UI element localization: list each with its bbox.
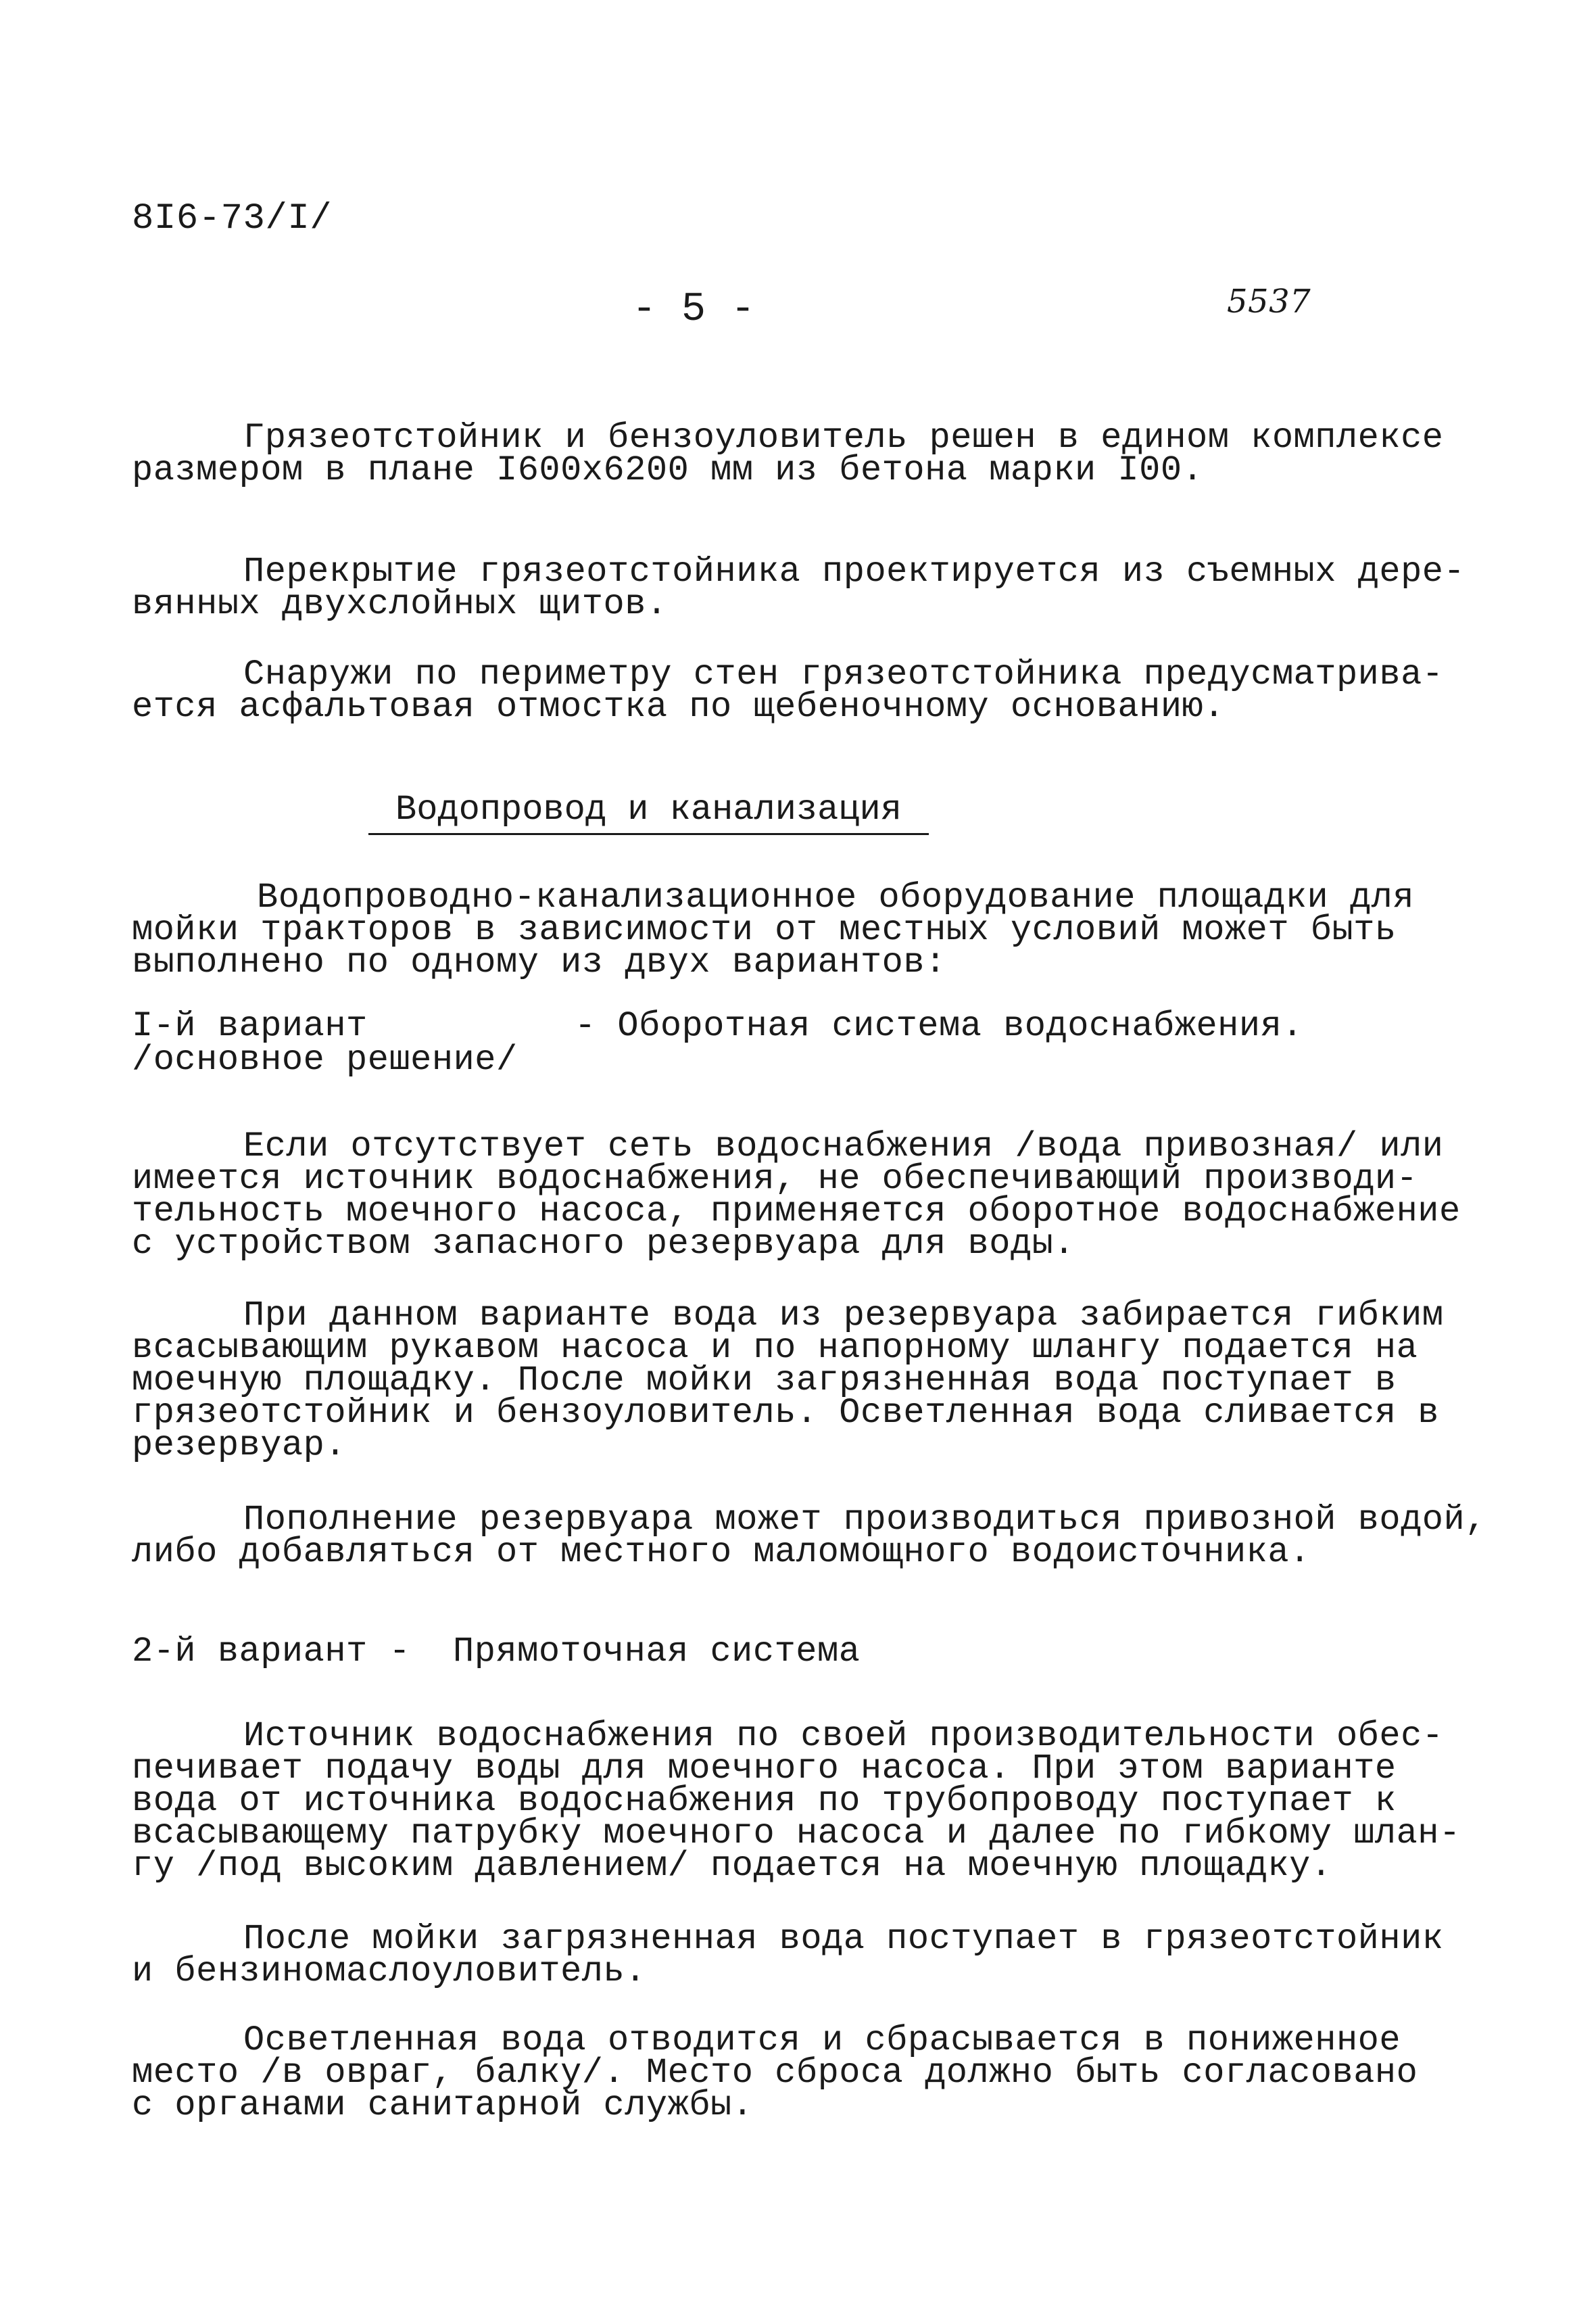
- paragraph-line: имеется источник водоснабжения, не обеспечивающий производи-: [132, 1159, 1418, 1199]
- paragraph-line: После мойки загрязненная вода поступает в грязеотстойник: [243, 1919, 1444, 1959]
- paragraph-line: с органами санитарной службы.: [132, 2085, 754, 2125]
- paragraph-line: резервуар.: [132, 1425, 347, 1465]
- paragraph-line: Грязеотстойник и бензоуловитель решен в едином комплексе: [243, 418, 1444, 458]
- paragraph-line: Если отсутствует сеть водоснабжения /вода привозная/ или: [243, 1127, 1444, 1166]
- sheet-number: 5537: [1227, 283, 1311, 321]
- paragraph-line: всасывающему патрубку моечного насоса и далее по гибкому шлан-: [132, 1813, 1461, 1853]
- paragraph-line: место /в овраг, балку/. Место сброса должно быть согласовано: [132, 2053, 1418, 2093]
- paragraph-line: грязеотстойник и бензоуловитель. Осветленная вода сливается в: [132, 1393, 1440, 1433]
- paragraph-line: Осветленная вода отводится и сбрасывается в пониженное: [243, 2020, 1401, 2060]
- variant1-description: - Оборотная система водоснабжения.: [575, 1006, 1303, 1046]
- paragraph-line: выполнено по одному из двух вариантов:: [132, 943, 946, 982]
- paragraph-line: печивает подачу воды для моечного насоса. При этом варианте: [132, 1749, 1397, 1788]
- section-heading: Водопровод и канализация: [368, 791, 929, 835]
- paragraph-line: Перекрытие грязеотстойника проектируется из съемных дере-: [243, 552, 1466, 592]
- paragraph-line: ется асфальтовая отмостка по щебеночному основанию.: [132, 687, 1225, 727]
- document-code: 8I6-73/I/: [132, 198, 333, 239]
- paragraph-line: гу /под высоким давлением/ подается на моечную площадку.: [132, 1846, 1332, 1886]
- paragraph-line: либо добавляться от местного маломощного водоисточника.: [132, 1532, 1311, 1572]
- paragraph-line: размером в плане I600x6200 мм из бетона марки I00.: [132, 450, 1204, 490]
- paragraph-line: Снаружи по периметру стен грязеотстойника предусматрива-: [243, 655, 1444, 694]
- paragraph-line: моечную площадку. После мойки загрязненная вода поступает в: [132, 1360, 1397, 1400]
- variant2-label: 2-й вариант -: [132, 1632, 411, 1671]
- variant1-label: I-й вариант: [132, 1006, 368, 1046]
- paragraph-line: и бензиномаслоуловитель.: [132, 1951, 646, 1991]
- page-number: - 5 -: [632, 287, 756, 333]
- paragraph-line: Источник водоснабжения по своей производительности обес-: [243, 1716, 1444, 1756]
- paragraph-line: Водопроводно-канализационное оборудование площадки для: [257, 878, 1415, 918]
- paragraph-line: с устройством запасного резервуара для воды.: [132, 1224, 1075, 1264]
- paragraph-line: мойки тракторов в зависимости от местных условий может быть: [132, 910, 1397, 950]
- variant2-description: Прямоточная система: [453, 1632, 861, 1671]
- paragraph-line: вянных двухслойных щитов.: [132, 584, 668, 624]
- paragraph-line: всасывающим рукавом насоса и по напорному шлангу подается на: [132, 1328, 1418, 1368]
- variant1-sublabel: /основное решение/: [132, 1040, 518, 1080]
- paragraph-line: Пополнение резервуара может производиться привозной водой,: [243, 1500, 1486, 1540]
- paragraph-line: При данном варианте вода из резервуара забирается гибким: [243, 1296, 1444, 1335]
- paragraph-line: тельность моечного насоса, применяется оборотное водоснабжение: [132, 1191, 1461, 1231]
- paragraph-line: вода от источника водоснабжения по трубопроводу поступает к: [132, 1781, 1397, 1821]
